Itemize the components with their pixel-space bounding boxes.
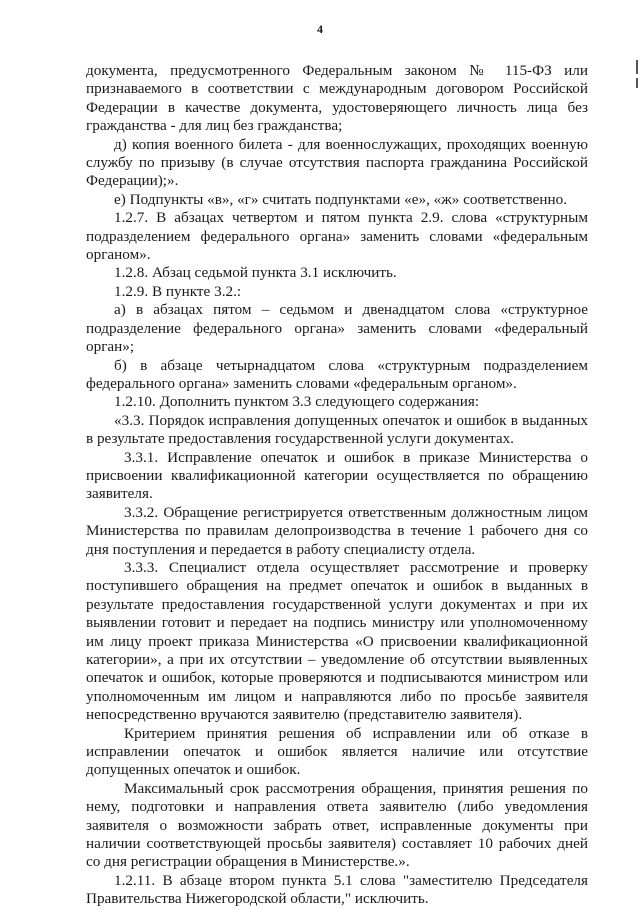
paragraph: 1.2.10. Дополнить пунктом 3.3 следующего содержания: bbox=[114, 393, 480, 411]
paragraph: б) в абзаце четырнадцатом слова «структурным подразделением федерального органа» заменить словами «федеральным органом». bbox=[86, 356, 588, 392]
paragraph: 3.3.3. Специалист отдела осуществляет рассмотрение и проверку поступившего обращения на предмет опечаток и ошибок в выданных в результате предоставления государственной услуги документах и при их выявлении готовит и передает на подпись министру или уполномоченному им лицу проект приказа Министерства «О присвоении квалификационной категории», а при их отсутствии – уведомление об отсутствии выявленных опечаток и ошибок, которые проверяются и подписываются министром или уполномоченным им лицом и направляются либо по просьбе заявителя непосредственно вручаются заявителю (представителю заявителя). bbox=[86, 558, 588, 724]
paragraph: а) в абзацах пятом – седьмом и двенадцатом слова «структурное подразделение федерального органа» заменить словами «федеральный орган»; bbox=[86, 301, 588, 356]
paragraph: 1.2.8. Абзац седьмой пункта 3.1 исключить. bbox=[114, 264, 397, 282]
paragraph: документа, предусмотренного Федеральным законом № 115-ФЗ или признаваемого в соответствии с международным договором Российской Федерации в качестве документа, удостоверяющего личность лица без гражданства - для лиц без гражданства; bbox=[86, 62, 588, 135]
paragraph: д) копия военного билета - для военнослужащих, проходящих военную службу по призыву (в случае отсутствия паспорта гражданина Российской Федерации);». bbox=[86, 135, 588, 190]
paragraph: 1.2.11. В абзаце втором пункта 5.1 слова "заместителю Председателя Правительства Нижегородской области," исключить. bbox=[86, 871, 588, 908]
paragraph: Максимальный срок рассмотрения обращения, принятия решения по нему, подготовки и направления ответа заявителю (либо уведомления заявителя о возможности забрать ответ, исправленные документы при наличии соответствующей просьбы заявителя) составляет 10 рабочих дней со дня регистрации обращения в Министерстве.». bbox=[86, 779, 588, 871]
paragraph: 1.2.7. В абзацах четвертом и пятом пункта 2.9. слова «структурным подразделением федерального органа» заменить словами «федеральным органом». bbox=[86, 209, 588, 264]
document-body bbox=[86, 62, 588, 909]
paragraph: Критерием принятия решения об исправлении или об отказе в исправлении опечаток и ошибок является наличие или отсутствие допущенных опечаток и ошибок. bbox=[86, 724, 588, 779]
paragraph: «3.3. Порядок исправления допущенных опечаток и ошибок в выданных в результате предоставления государственной услуги документах. bbox=[86, 411, 588, 448]
paragraph: 1.2.9. В пункте 3.2.: bbox=[114, 282, 242, 300]
paragraph: 3.3.2. Обращение регистрируется ответственным должностным лицом Министерства по правилам делопроизводства в течение 1 рабочего дня со дня поступления и передается в работу специалисту отдела. bbox=[86, 503, 588, 558]
page-number: 4 bbox=[317, 22, 323, 36]
paragraph: е) Подпункты «в», «г» считать подпунктами «е», «ж» соответственно. bbox=[114, 190, 568, 208]
scan-edge-mark bbox=[636, 78, 638, 88]
paragraph: 3.3.1. Исправление опечаток и ошибок в приказе Министерства о присвоении квалификационной категории осуществляется по обращению заявителя. bbox=[86, 448, 588, 503]
scan-edge-mark bbox=[636, 60, 638, 74]
